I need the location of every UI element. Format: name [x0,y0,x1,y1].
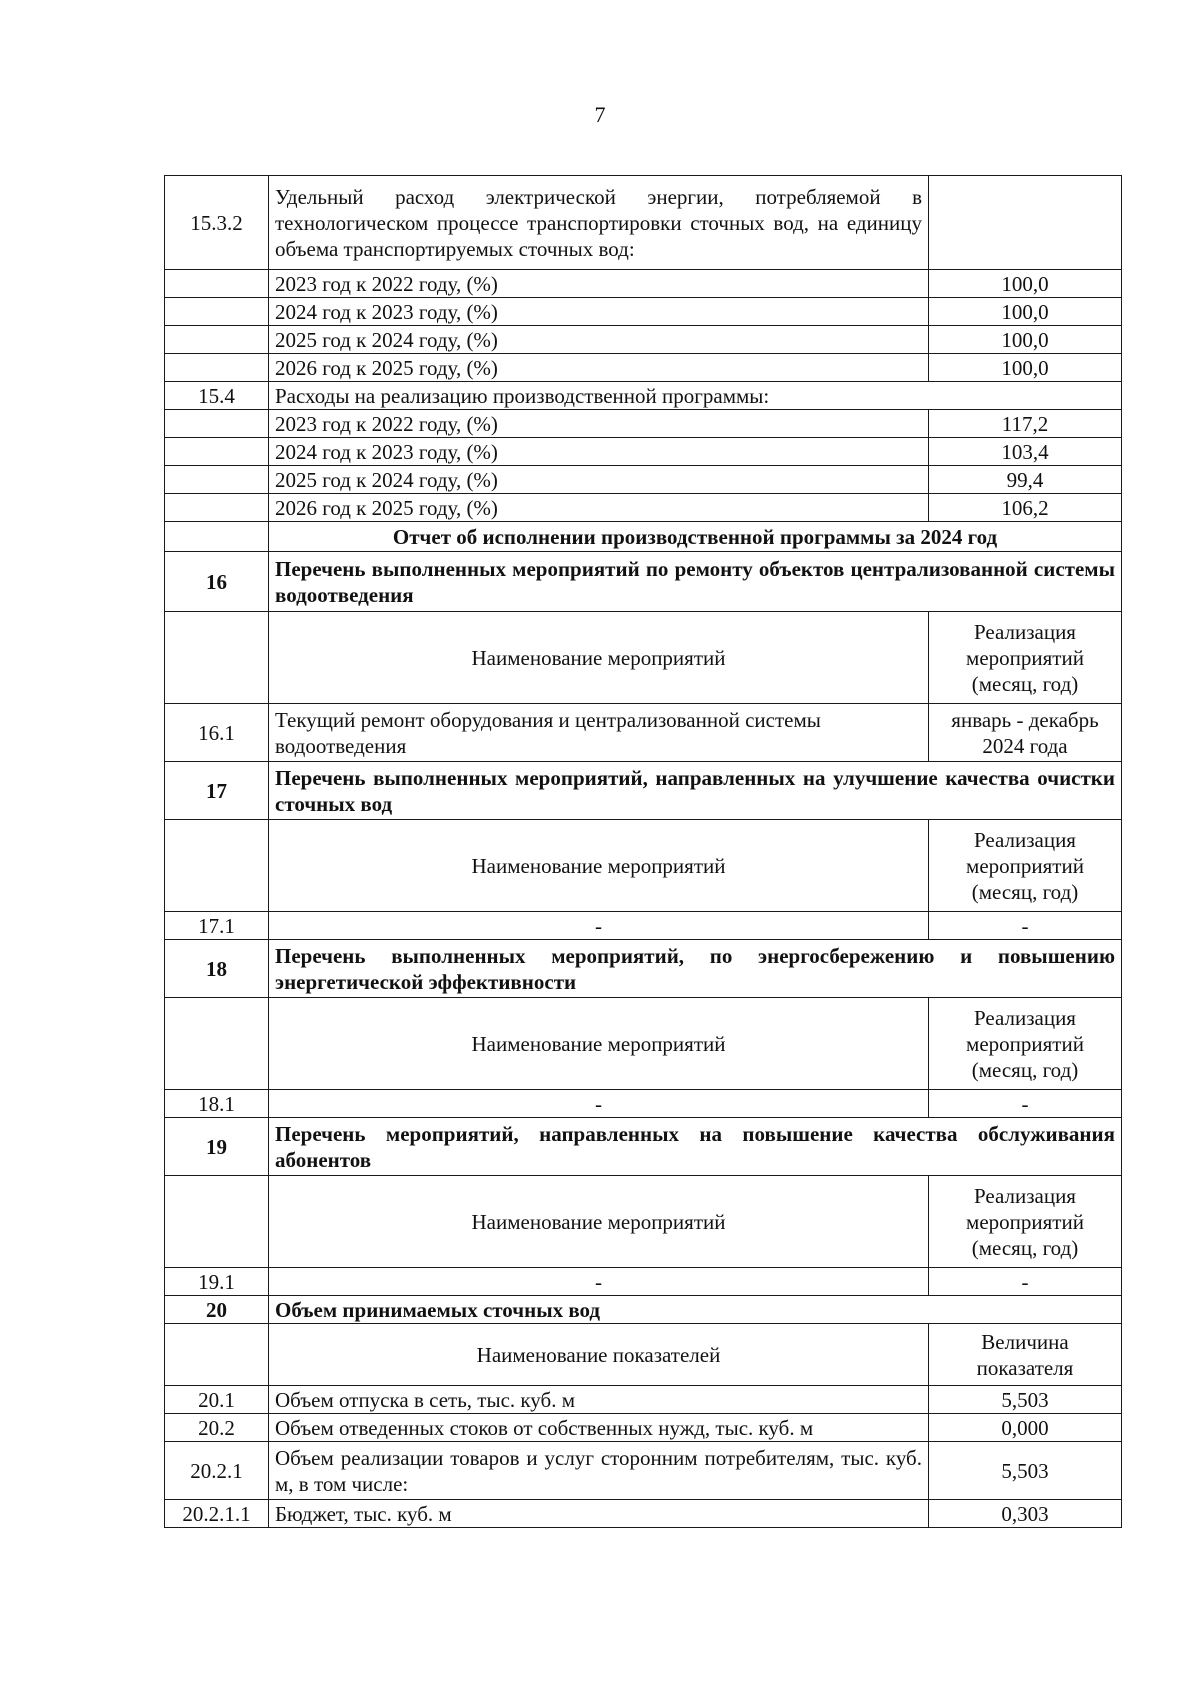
row-value: 5,503 [929,1442,1122,1500]
row-value: 103,4 [929,438,1122,466]
row-text: Удельный расход электрической энергии, потребляемой в технологическом процессе транспортировки сточных вод, на единицу объема транспортируемых сточных вод: [269,176,929,270]
row-number [165,612,269,704]
section-number: 17 [165,762,269,820]
section-number: 19 [165,1118,269,1176]
section-number: 16 [165,552,269,612]
header-line: Реализация [974,1005,1076,1030]
row-value: 100,0 [929,326,1122,354]
table-row [165,912,1122,940]
row-text: 2023 год к 2022 году, (%) [269,270,929,298]
table-row [165,410,1122,438]
row-number [165,270,269,298]
table-header-row [165,612,1122,704]
section-number: 20 [165,1296,269,1324]
section-title: Объем принимаемых сточных вод [269,1296,1122,1324]
table-row [165,466,1122,494]
row-number [165,494,269,522]
section-number: 18 [165,940,269,998]
row-text: 2023 год к 2022 году, (%) [269,410,929,438]
column-header-name: Наименование мероприятий [269,612,929,704]
row-number: 20.2.1.1 [165,1500,269,1528]
row-text: - [269,1090,929,1118]
header-line: Реализация [974,619,1076,644]
row-value: 0,303 [929,1500,1122,1528]
row-number [165,410,269,438]
table-header-row [165,998,1122,1090]
row-number: 20.2 [165,1414,269,1442]
table-row [165,1414,1122,1442]
section-title: Перечень выполненных мероприятий, по энергосбережению и повышению энергетической эффективности [269,940,1122,998]
section-row [165,1118,1122,1176]
table-row [165,1386,1122,1414]
row-text: 2026 год к 2025 году, (%) [269,354,929,382]
row-value: 100,0 [929,270,1122,298]
report-table [164,175,1122,1528]
value-line: январь - декабрь [951,707,1099,732]
row-value: 100,0 [929,298,1122,326]
section-title: Перечень выполненных мероприятий, направленных на улучшение качества очистки сточных вод [269,762,1122,820]
header-line: (месяц, год) [971,1235,1079,1260]
section-row [165,1296,1122,1324]
table-row [165,354,1122,382]
row-number: 20.1 [165,1386,269,1414]
column-header-implementation [929,612,1122,704]
row-number: 19.1 [165,1268,269,1296]
header-line: мероприятий [966,1031,1084,1056]
row-number [165,1176,269,1268]
row-text: 2026 год к 2025 году, (%) [269,494,929,522]
table-row [165,1500,1122,1528]
row-number [165,466,269,494]
row-value: 99,4 [929,466,1122,494]
column-header-name: Наименование мероприятий [269,998,929,1090]
row-number [165,298,269,326]
row-value: 106,2 [929,494,1122,522]
row-number [165,522,269,552]
row-number: 15.3.2 [165,176,269,270]
section-row [165,940,1122,998]
header-line: (месяц, год) [971,671,1079,696]
row-text: Объем реализации товаров и услуг сторонним потребителям, тыс. куб. м, в том числе: [269,1442,929,1500]
row-text: 2024 год к 2023 году, (%) [269,298,929,326]
table-row [165,704,1122,762]
table-row [165,298,1122,326]
row-text: Расходы на реализацию производственной программы: [269,382,1122,410]
table-header-row [165,1176,1122,1268]
table-row [165,494,1122,522]
table-row [165,382,1122,410]
row-number [165,1324,269,1386]
table-row [165,270,1122,298]
header-line: Реализация [974,827,1076,852]
row-text: Объем отведенных стоков от собственных нужд, тыс. куб. м [269,1414,929,1442]
header-line: Величина [981,1329,1069,1354]
row-number: 16.1 [165,704,269,762]
row-value [929,176,1122,270]
header-line: мероприятий [966,1209,1084,1234]
row-text: 2025 год к 2024 году, (%) [269,466,929,494]
row-text: Объем отпуска в сеть, тыс. куб. м [269,1386,929,1414]
header-line: мероприятий [966,853,1084,878]
table-row [165,1090,1122,1118]
section-row [165,552,1122,612]
row-number [165,998,269,1090]
section-title-row [165,522,1122,552]
row-number [165,326,269,354]
table-header-row [165,1324,1122,1386]
column-header-value [929,1324,1122,1386]
row-text: 2025 год к 2024 году, (%) [269,326,929,354]
table-row [165,1268,1122,1296]
table-row [165,438,1122,466]
row-text: - [269,912,929,940]
row-text: - [269,1268,929,1296]
report-title: Отчет об исполнении производственной программы за 2024 год [269,522,1122,552]
column-header-implementation [929,1176,1122,1268]
header-line: (месяц, год) [971,1057,1079,1082]
row-number [165,354,269,382]
row-number: 17.1 [165,912,269,940]
row-text: Бюджет, тыс. куб. м [269,1500,929,1528]
row-text: 2024 год к 2023 году, (%) [269,438,929,466]
column-header-implementation [929,998,1122,1090]
row-value: - [929,1268,1122,1296]
header-line: мероприятий [966,645,1084,670]
row-number: 18.1 [165,1090,269,1118]
row-number [165,438,269,466]
header-line: Реализация [974,1183,1076,1208]
row-number: 20.2.1 [165,1442,269,1500]
section-title: Перечень выполненных мероприятий по ремонту объектов централизованной системы водоотведения [269,552,1122,612]
row-value [929,704,1122,762]
row-value: - [929,1090,1122,1118]
column-header-name: Наименование мероприятий [269,1176,929,1268]
column-header-implementation [929,820,1122,912]
row-text: Текущий ремонт оборудования и централизованной системы водоотведения [269,704,929,762]
row-value: 100,0 [929,354,1122,382]
column-header-name: Наименование показателей [269,1324,929,1386]
row-value: 0,000 [929,1414,1122,1442]
table-row [165,326,1122,354]
row-value: 117,2 [929,410,1122,438]
row-value: - [929,912,1122,940]
row-number: 15.4 [165,382,269,410]
row-number [165,820,269,912]
table-header-row [165,820,1122,912]
table-row [165,176,1122,270]
header-line: показателя [976,1355,1074,1380]
column-header-name: Наименование мероприятий [269,820,929,912]
value-line: 2024 года [982,733,1068,758]
section-title: Перечень мероприятий, направленных на повышение качества обслуживания абонентов [269,1118,1122,1176]
table-row [165,1442,1122,1500]
page-number: 7 [594,102,606,127]
header-line: (месяц, год) [971,879,1079,904]
row-value: 5,503 [929,1386,1122,1414]
section-row [165,762,1122,820]
